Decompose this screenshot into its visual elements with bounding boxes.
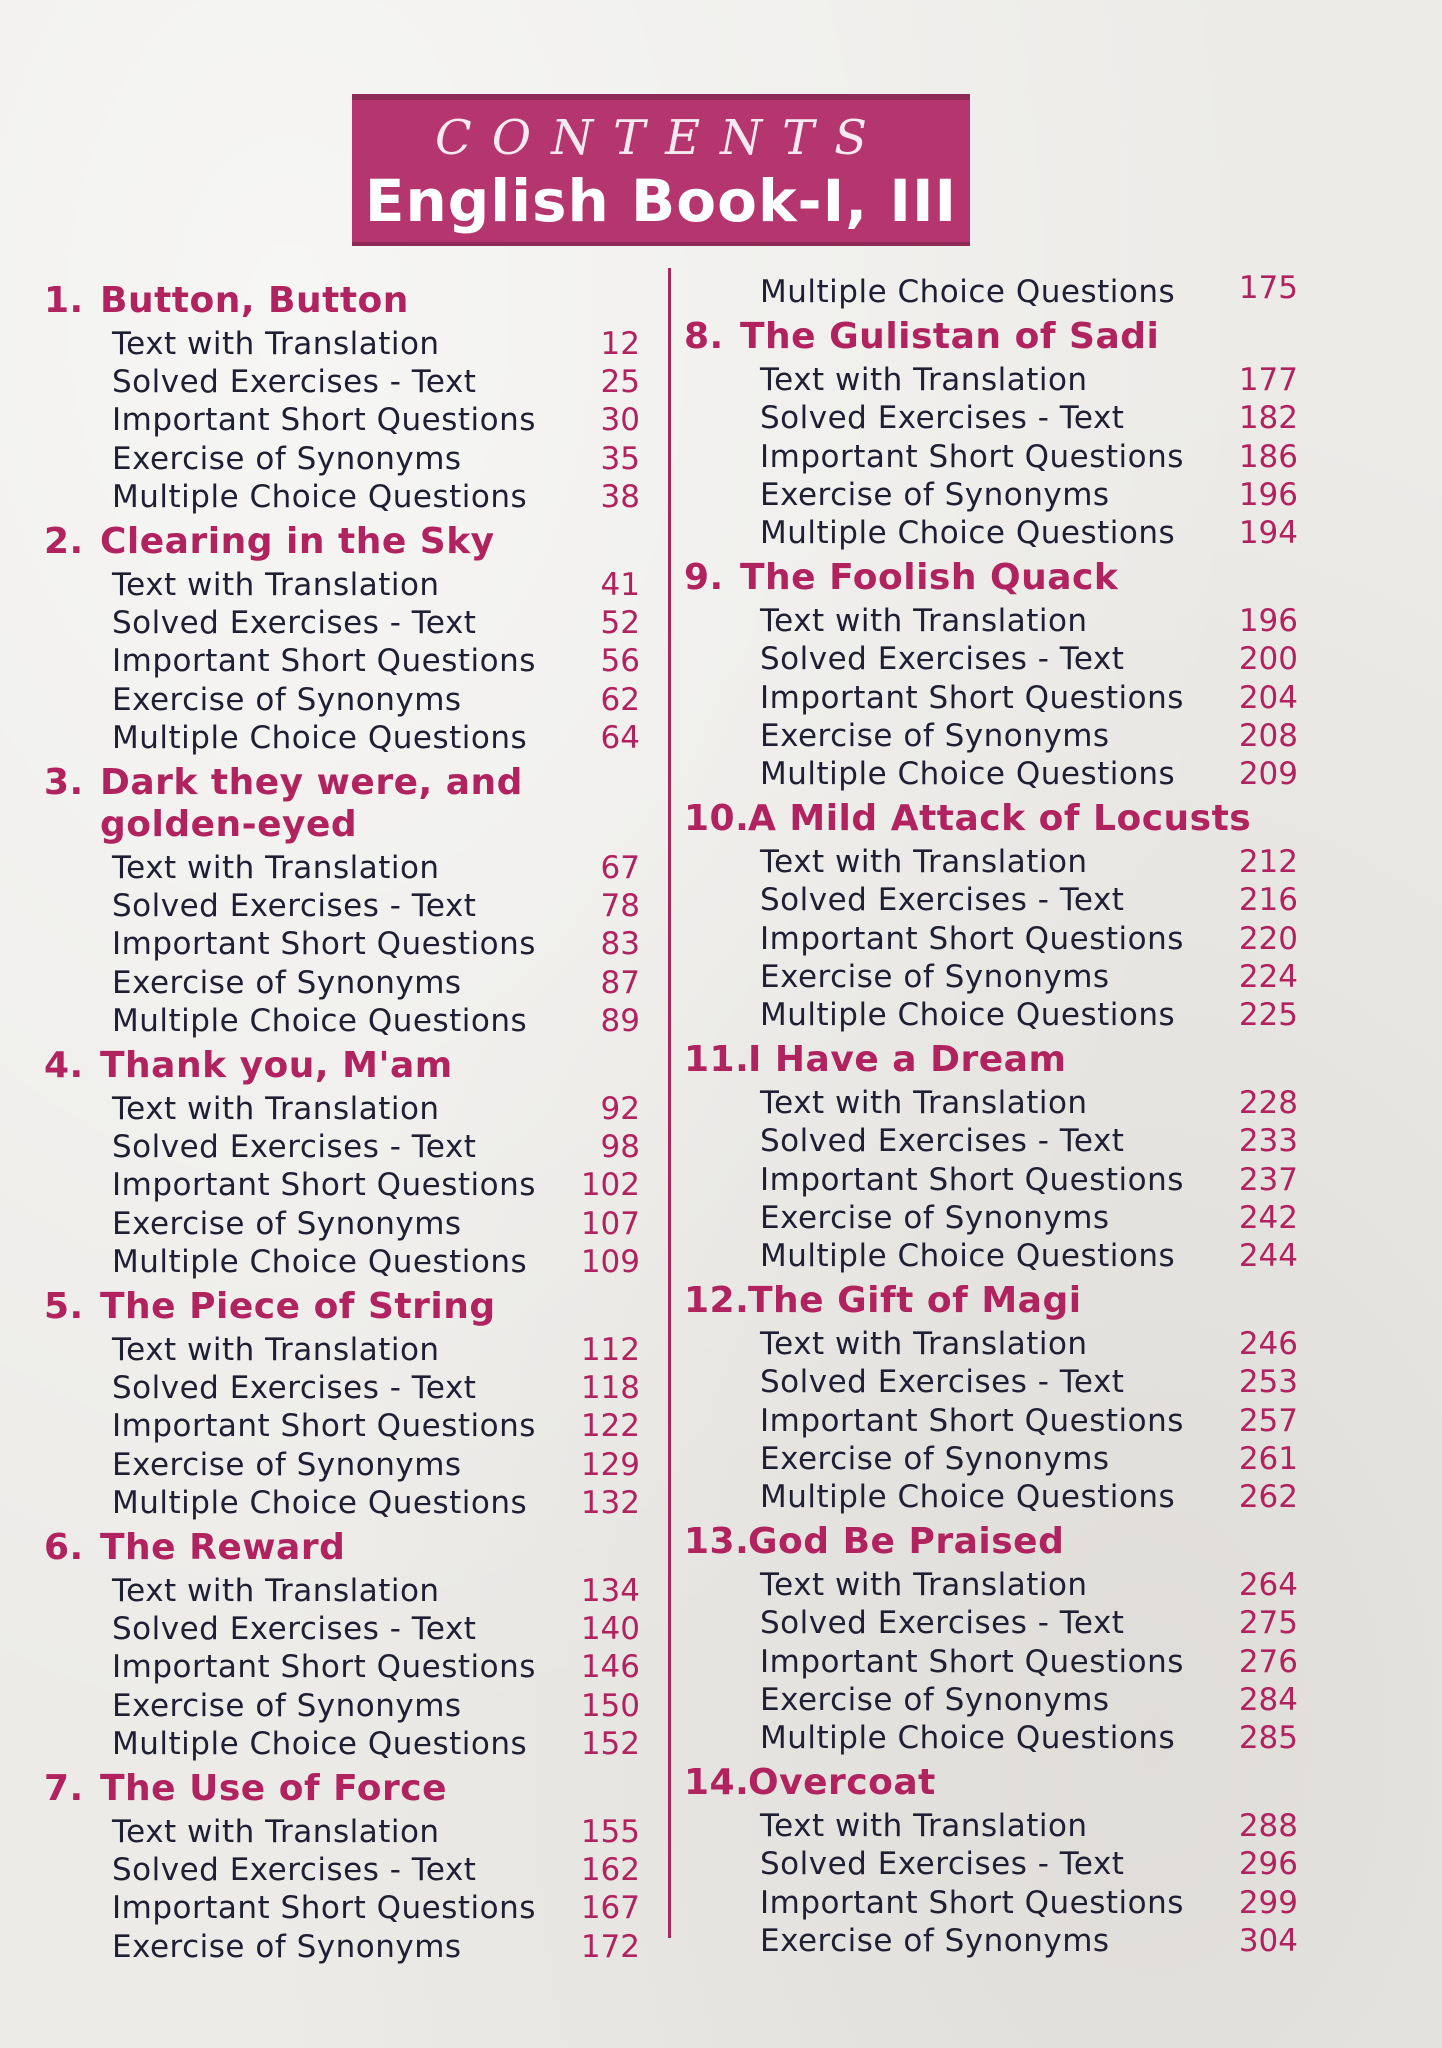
toc-page-number: 118 xyxy=(580,1370,640,1407)
toc-entry-label: Solved Exercises - Text xyxy=(760,1605,1125,1642)
chapter-title: The Gulistan of Sadi xyxy=(740,316,1160,358)
chapter-number: 3. xyxy=(44,762,84,803)
toc-entry-label: Important Short Questions xyxy=(760,438,1184,475)
toc-entry-label: Multiple Choice Questions xyxy=(112,1243,528,1280)
toc-page-number: 196 xyxy=(1238,603,1298,640)
toc-page-number: 132 xyxy=(580,1484,640,1521)
chapter-title: The Piece of String xyxy=(100,1286,496,1327)
toc-page-number: 41 xyxy=(600,567,640,603)
toc-page-number: 242 xyxy=(1238,1199,1298,1236)
toc-entry-label: Multiple Choice Questions xyxy=(760,1479,1176,1515)
toc-entry-label: Important Short Questions xyxy=(760,679,1184,716)
toc-page-number: 177 xyxy=(1238,362,1298,399)
toc-entry-label: Exercise of Synonyms xyxy=(760,1440,1110,1477)
chapter-title: The Gift of Magi xyxy=(748,1280,1082,1322)
toc-entry-label: Text with Translation xyxy=(112,326,440,362)
toc-page-number: 140 xyxy=(580,1611,640,1648)
toc-page-number: 204 xyxy=(1238,679,1298,716)
toc-entry-label: Exercise of Synonyms xyxy=(760,1681,1110,1718)
toc-entry-label: Solved Exercises - Text xyxy=(112,605,477,642)
toc-page-number: 244 xyxy=(1238,1238,1298,1274)
toc-page-number: 257 xyxy=(1238,1402,1298,1439)
toc-page-number: 304 xyxy=(1238,1922,1298,1959)
toc-page-number: 246 xyxy=(1238,1326,1298,1363)
toc-entry-label: Exercise of Synonyms xyxy=(112,1928,462,1965)
toc-page-number: 35 xyxy=(600,440,640,477)
chapter-number: 12. xyxy=(684,1280,750,1322)
toc-entry-label: Multiple Choice Questions xyxy=(112,1002,528,1039)
toc-entry-label: Multiple Choice Questions xyxy=(112,478,528,515)
toc-page-number: 284 xyxy=(1238,1681,1298,1718)
toc-entry-label: Important Short Questions xyxy=(760,920,1184,957)
toc-page-number: 162 xyxy=(580,1852,640,1889)
toc-page-number: 25 xyxy=(600,364,640,401)
toc-entry-label: Solved Exercises - Text xyxy=(112,364,477,401)
toc-entry-label: Solved Exercises - Text xyxy=(112,1129,477,1166)
toc-entry-label: Solved Exercises - Text xyxy=(112,1852,477,1889)
toc-page-number: 38 xyxy=(600,478,640,515)
toc-page-number: 155 xyxy=(580,1814,640,1850)
chapter-number: 6. xyxy=(44,1527,84,1568)
toc-page-number: 102 xyxy=(580,1167,640,1204)
toc-entry-label: Solved Exercises - Text xyxy=(112,1611,477,1648)
toc-entry-label: Solved Exercises - Text xyxy=(760,641,1125,678)
chapter-number: 5. xyxy=(44,1286,84,1327)
toc-entry-label: Text with Translation xyxy=(760,1085,1088,1122)
toc-entry-label: Solved Exercises - Text xyxy=(760,1123,1125,1160)
chapter-title: Overcoat xyxy=(748,1762,936,1804)
chapter-number: 8. xyxy=(684,316,724,358)
toc-entry-label: Text with Translation xyxy=(760,1326,1088,1363)
toc-page-number: 67 xyxy=(600,850,640,886)
toc-entry-label: Multiple Choice Questions xyxy=(760,515,1176,551)
toc-entry-label: Text with Translation xyxy=(112,1814,440,1850)
toc-page-number: 112 xyxy=(580,1332,640,1368)
toc-page-number: 129 xyxy=(580,1446,640,1483)
toc-page-number: 62 xyxy=(600,681,640,718)
toc-page-number: 92 xyxy=(600,1091,640,1127)
chapter-title: Button, Button xyxy=(100,280,409,321)
toc-page-number: 220 xyxy=(1238,920,1298,957)
chapter-title: Clearing in the Sky xyxy=(100,521,495,562)
toc-page-number: 208 xyxy=(1238,717,1298,754)
toc-page-number: 196 xyxy=(1238,476,1298,513)
toc-page-number: 264 xyxy=(1238,1567,1298,1604)
toc-page-number: 285 xyxy=(1238,1720,1298,1756)
chapter-number: 9. xyxy=(684,557,724,599)
toc-entry-label: Important Short Questions xyxy=(760,1884,1184,1921)
toc-entry-label: Text with Translation xyxy=(760,844,1088,881)
toc-page-number: 225 xyxy=(1238,997,1298,1033)
toc-page-number: 152 xyxy=(580,1725,640,1762)
toc-page-number: 216 xyxy=(1238,882,1298,919)
toc-entry-label: Solved Exercises - Text xyxy=(760,1846,1125,1883)
toc-page-number: 87 xyxy=(600,964,640,1001)
toc-page-number: 182 xyxy=(1238,400,1298,437)
toc-entry-label: Important Short Questions xyxy=(112,1649,536,1686)
chapter-number: 2. xyxy=(44,521,84,562)
toc-page-number: 228 xyxy=(1238,1085,1298,1122)
toc-entry-label: Solved Exercises - Text xyxy=(112,888,477,925)
toc-page-number: 288 xyxy=(1238,1808,1298,1845)
chapter-title: The Use of Force xyxy=(100,1768,448,1809)
toc-page-number: 150 xyxy=(580,1687,640,1724)
book-title: English Book-I, III xyxy=(364,167,958,235)
toc-page-number: 12 xyxy=(600,326,640,362)
toc-page-number: 212 xyxy=(1238,844,1298,881)
toc-entry-label: Multiple Choice Questions xyxy=(112,719,528,756)
toc-page-number: 200 xyxy=(1238,641,1298,678)
toc-entry-label: Text with Translation xyxy=(112,1332,440,1368)
toc-entry-label: Important Short Questions xyxy=(760,1402,1184,1439)
toc-entry-label: Exercise of Synonyms xyxy=(112,681,462,718)
chapter-title-line2: golden-eyed xyxy=(100,804,358,845)
toc-entry-label: Multiple Choice Questions xyxy=(112,1484,528,1521)
toc-entry-label: Text with Translation xyxy=(112,1091,440,1127)
toc-page-number: 146 xyxy=(580,1649,640,1686)
toc-entry-label: Exercise of Synonyms xyxy=(112,964,462,1001)
toc-page-number: 253 xyxy=(1238,1364,1298,1401)
toc-page-number: 175 xyxy=(1238,270,1298,306)
toc-page-number: 209 xyxy=(1238,756,1298,792)
toc-entry-label: Exercise of Synonyms xyxy=(760,476,1110,513)
toc-entry-label: Text with Translation xyxy=(760,603,1088,640)
toc-page-number: 83 xyxy=(600,926,640,963)
toc-page-number: 233 xyxy=(1238,1123,1298,1160)
toc-page-number: 122 xyxy=(580,1408,640,1445)
toc-entry-label: Text with Translation xyxy=(760,1808,1088,1845)
chapter-number: 11. xyxy=(684,1039,750,1081)
toc-entry-label: Important Short Questions xyxy=(112,402,536,439)
toc-page-number: 107 xyxy=(580,1205,640,1242)
toc-page-number: 109 xyxy=(580,1243,640,1280)
toc-entry-label: Multiple Choice Questions xyxy=(760,756,1176,792)
toc-entry-label: Important Short Questions xyxy=(112,1167,536,1204)
toc-page-number: 186 xyxy=(1238,438,1298,475)
toc-page-number: 134 xyxy=(580,1573,640,1609)
toc-page-number: 89 xyxy=(600,1002,640,1039)
chapter-title: A Mild Attack of Locusts xyxy=(748,798,1252,840)
toc-page-number: 224 xyxy=(1238,958,1298,995)
toc-page-number: 262 xyxy=(1238,1479,1298,1515)
toc-entry-label: Solved Exercises - Text xyxy=(760,1364,1125,1401)
toc-entry-label: Important Short Questions xyxy=(112,643,536,680)
toc-page-number: 78 xyxy=(600,888,640,925)
toc-entry-label: Text with Translation xyxy=(112,567,440,603)
toc-entry-label: Multiple Choice Questions xyxy=(760,1720,1176,1756)
toc-page-number: 261 xyxy=(1238,1440,1298,1477)
toc-page-number: 56 xyxy=(600,643,640,680)
toc-entry-label: Solved Exercises - Text xyxy=(112,1370,477,1407)
toc-page-number: 98 xyxy=(600,1129,640,1166)
toc-page-number: 172 xyxy=(580,1928,640,1965)
toc-entry-label: Exercise of Synonyms xyxy=(760,717,1110,754)
toc-entry-label: Exercise of Synonyms xyxy=(760,1922,1110,1959)
toc-entry-label: Exercise of Synonyms xyxy=(112,1205,462,1242)
chapter-number: 14. xyxy=(684,1762,750,1804)
chapter-number: 4. xyxy=(44,1045,84,1086)
chapter-number: 7. xyxy=(44,1768,84,1809)
chapter-title: I Have a Dream xyxy=(748,1039,1067,1081)
toc-page-number: 64 xyxy=(600,719,640,756)
toc-entry-label: Exercise of Synonyms xyxy=(112,1446,462,1483)
chapter-number: 10. xyxy=(684,798,750,840)
chapter-title: Dark they were, and xyxy=(100,762,523,803)
toc-page-number: 296 xyxy=(1238,1846,1298,1883)
toc-entry-label: Multiple Choice Questions xyxy=(760,1238,1176,1274)
toc-page-number: 194 xyxy=(1238,515,1298,551)
toc-entry-label: Solved Exercises - Text xyxy=(760,400,1125,437)
chapter-title: The Reward xyxy=(100,1527,346,1568)
toc-entry-label: Important Short Questions xyxy=(112,1408,536,1445)
toc-page-number: 52 xyxy=(600,605,640,642)
chapter-number: 1. xyxy=(44,280,84,321)
toc-entry-label: Multiple Choice Questions xyxy=(760,274,1176,310)
toc-entry-label: Important Short Questions xyxy=(112,926,536,963)
toc-page-number: 30 xyxy=(600,402,640,439)
chapter-number: 13. xyxy=(684,1521,750,1563)
chapter-title: God Be Praised xyxy=(748,1521,1065,1563)
toc-entry-label: Important Short Questions xyxy=(760,1643,1184,1680)
contents-title-banner xyxy=(352,94,970,246)
toc-entry-label: Exercise of Synonyms xyxy=(760,958,1110,995)
contents-label: CONTENTS xyxy=(434,110,888,166)
toc-entry-label: Exercise of Synonyms xyxy=(112,1687,462,1724)
toc-entry-label: Exercise of Synonyms xyxy=(112,440,462,477)
toc-entry-label: Text with Translation xyxy=(760,1567,1088,1604)
toc-page-number: 299 xyxy=(1238,1884,1298,1921)
toc-entry-label: Text with Translation xyxy=(112,850,440,886)
toc-entry-label: Text with Translation xyxy=(112,1573,440,1609)
column-divider xyxy=(668,268,671,1938)
toc-entry-label: Solved Exercises - Text xyxy=(760,882,1125,919)
toc-page-number: 237 xyxy=(1238,1161,1298,1198)
toc-page-number: 167 xyxy=(580,1890,640,1927)
toc-entry-label: Important Short Questions xyxy=(112,1890,536,1927)
toc-page-number: 276 xyxy=(1238,1643,1298,1680)
toc-entry-label: Exercise of Synonyms xyxy=(760,1199,1110,1236)
toc-entry-label: Text with Translation xyxy=(760,362,1088,399)
toc-entry-label: Multiple Choice Questions xyxy=(112,1725,528,1762)
chapter-title: The Foolish Quack xyxy=(740,557,1119,599)
toc-entry-label: Important Short Questions xyxy=(760,1161,1184,1198)
toc-entry-label: Multiple Choice Questions xyxy=(760,997,1176,1033)
toc-page-number: 275 xyxy=(1238,1605,1298,1642)
chapter-title: Thank you, M'am xyxy=(100,1045,453,1086)
